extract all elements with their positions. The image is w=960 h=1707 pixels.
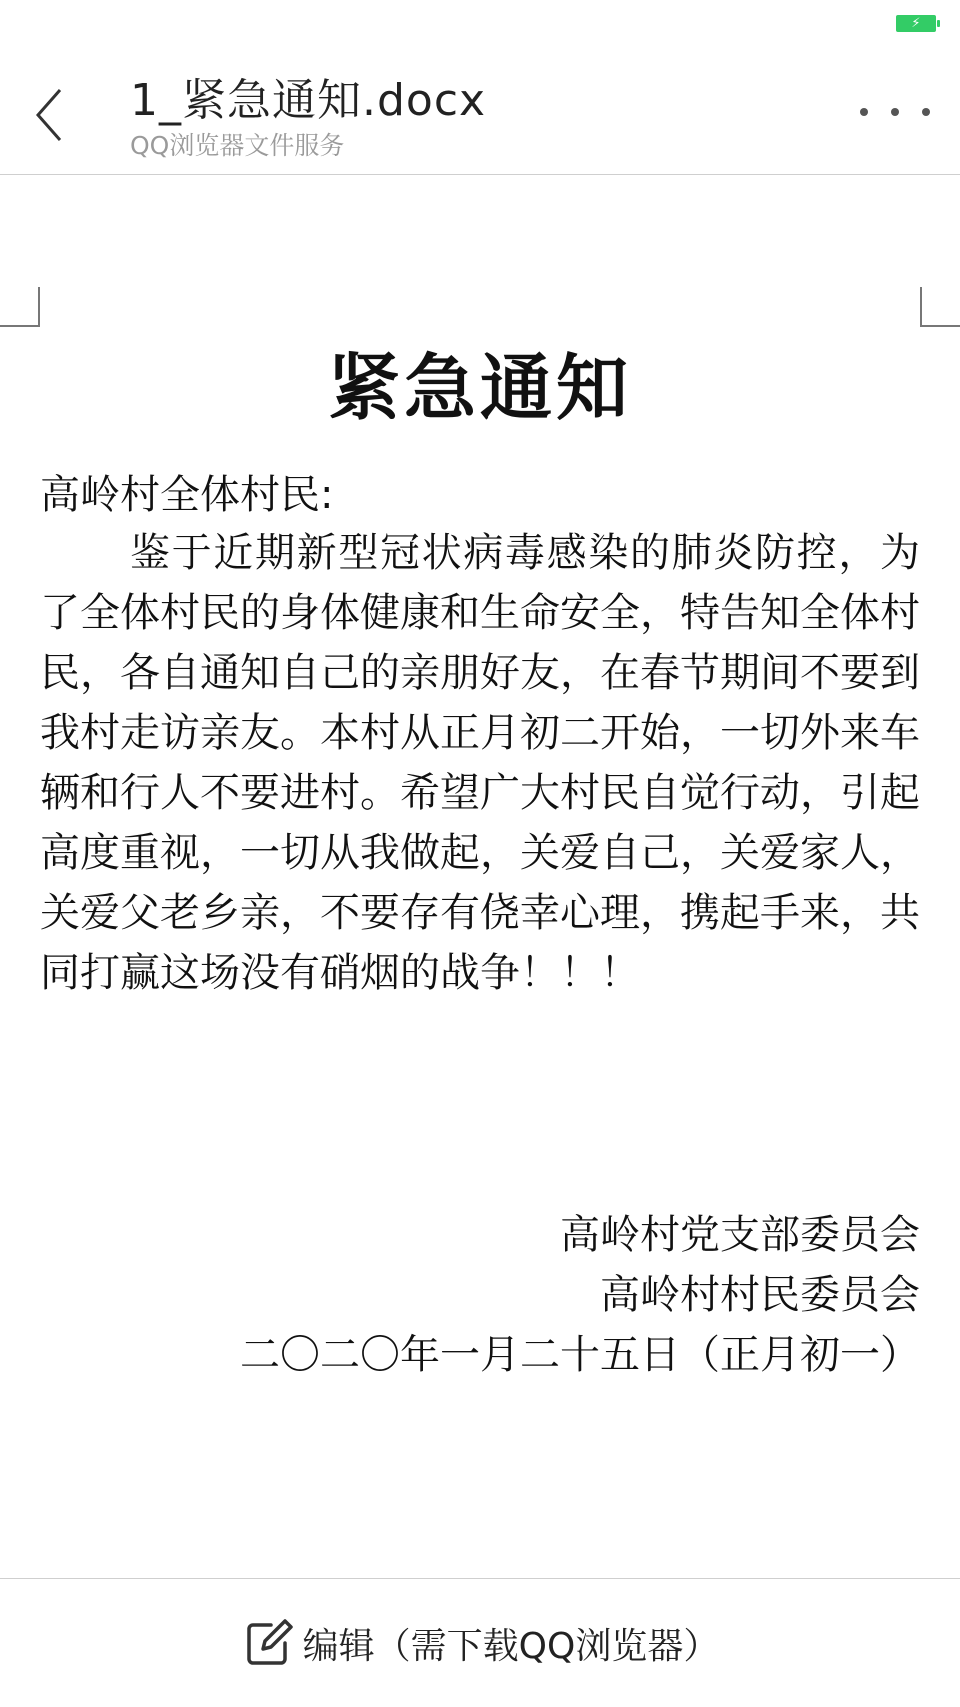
document-page[interactable] <box>0 175 960 1575</box>
notice-signatures <box>20 1205 920 1385</box>
app-header <box>0 44 960 175</box>
signature-villagers-committee: 高岭村村民委员会 <box>600 1272 920 1318</box>
chevron-left-icon <box>30 80 70 150</box>
more-options-button[interactable] <box>860 92 930 132</box>
page-corner-mark-left <box>0 287 40 327</box>
status-bar <box>0 0 960 44</box>
edit-icon <box>241 1615 297 1671</box>
signature-date: 二〇二〇年一月二十五日（正月初一） <box>240 1332 920 1378</box>
notice-body: 鉴于近期新型冠状病毒感染的肺炎防控，为了全体村民的身体健康和生命安全，特告知全体村民，各自通知自己的亲朋好友，在春节期间不要到我村走访亲友。本村从正月初二开始，一切外来车辆和行人不要进村。希望广大村民自觉行动，引起高度重视，一切从我做起，关爱自己，关爱家人，关爱父老乡亲，不要存有侥幸心理，携起手来，共同打赢这场没有硝烟的战争！！！ <box>40 530 920 996</box>
notice-salutation: 高岭村全体村民: <box>40 472 334 518</box>
signature-party-committee: 高岭村党支部委员会 <box>560 1212 920 1258</box>
page-corner-mark-right <box>920 287 960 327</box>
edit-button-label: 编辑（需下载QQ浏览器） <box>302 1625 720 1667</box>
notice-heading: 紧急通知 <box>327 346 632 430</box>
document-title: 1_紧急通知.docx <box>130 75 487 126</box>
bottom-toolbar <box>0 1578 960 1707</box>
battery-charging-icon: ⚡ <box>896 15 936 32</box>
more-horizontal-icon <box>860 108 868 116</box>
edit-button[interactable] <box>0 1579 960 1707</box>
document-source-subtitle: QQ浏览器文件服务 <box>130 131 345 160</box>
back-button[interactable] <box>30 80 90 150</box>
